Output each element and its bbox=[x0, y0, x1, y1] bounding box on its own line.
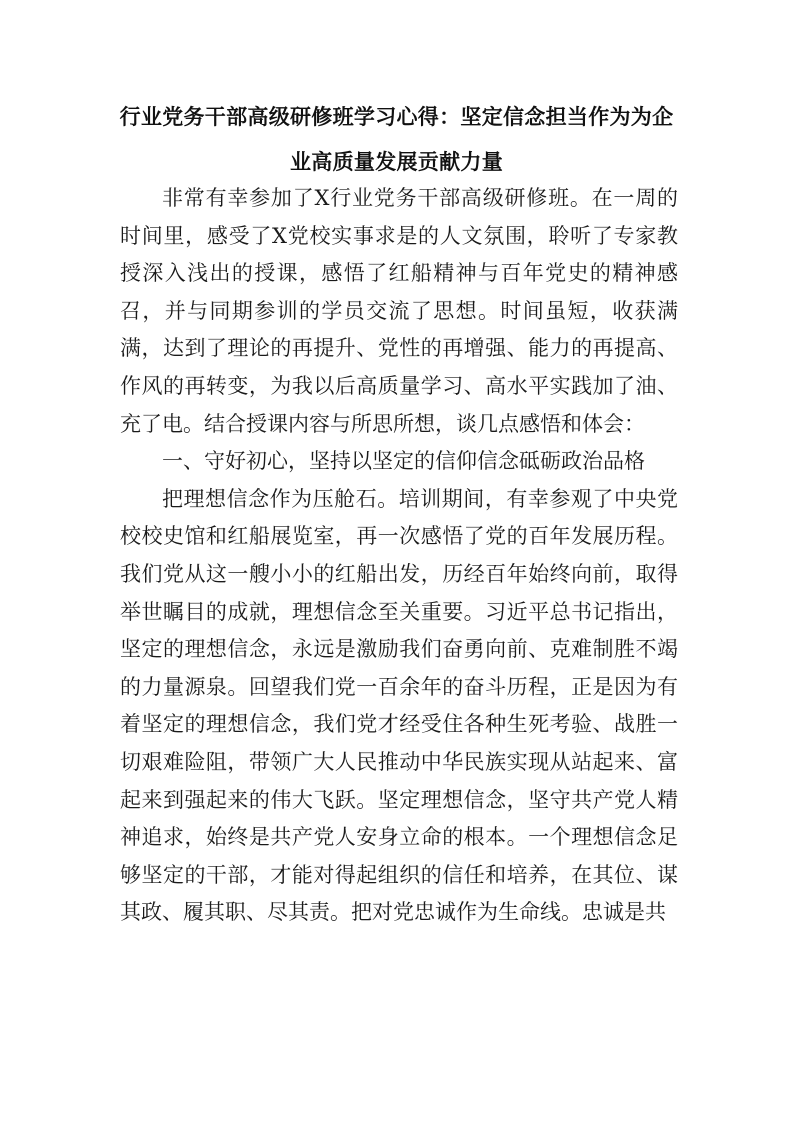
document-title-line-2: 业高质量发展贡献力量 bbox=[290, 150, 503, 174]
document-title-line-1: 行业党务干部高级研修班学习心得：坚定信念担当作为为企 bbox=[119, 105, 674, 129]
section-heading-1: 一、守好初心，坚持以坚定的信仰信念砥砺政治品格 bbox=[162, 449, 645, 474]
document-body bbox=[120, 180, 678, 932]
paragraph-section-1: 把理想信念作为压舱石。培训期间，有幸参观了中央党校校史馆和红船展览室，再一次感悟了党的百年发展历程。我们党从这一艘小小的红船出发，历经百年始终向前，取得举世瞩目的成就，理想信念至关重要。习近平总书记指出，坚定的理想信念，永远是激励我们奋勇向前、克难制胜不竭的力量源泉。回望我们党一百余年的奋斗历程，正是因为有着坚定的理想信念，我们党才经受住各种生死考验、战胜一切艰难险阻，带领广大人民推动中华民族实现从站起来、富起来到强起来的伟大飞跃。坚定理想信念，坚守共产党人精神追求，始终是共产党人安身立命的根本。一个理想信念足够坚定的干部，才能对得起组织的信任和培养，在其位、谋其政、履其职、尽其责。把对党忠诚作为生命线。忠诚是共 bbox=[120, 486, 678, 925]
paragraph-intro: 非常有幸参加了X行业党务干部高级研修班。在一周的时间里，感受了X党校实事求是的人文氛围，聆听了专家教授深入浅出的授课，感悟了红船精神与百年党史的精神感召，并与同期参训的学员交流了思想。时间虽短，收获满满，达到了理论的再提升、党性的再增强、能力的再提高、作风的再转变，为我以后高质量学习、高水平实践加了油、充了电。结合授课内容与所思所想，谈几点感悟和体会： bbox=[120, 186, 678, 436]
